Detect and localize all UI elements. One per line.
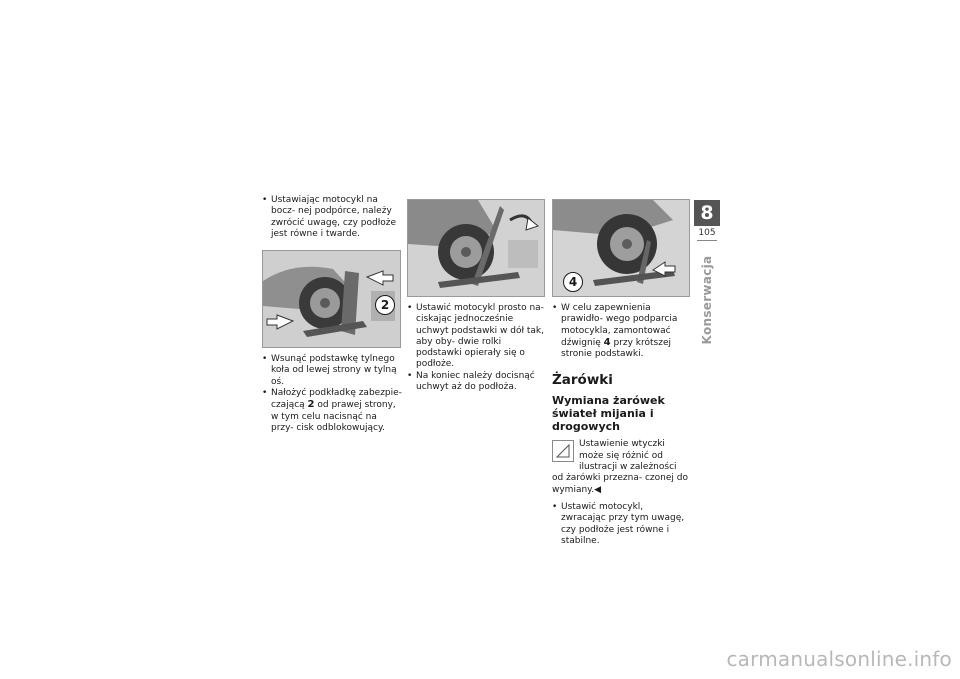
watermark: carmanualsonline.info	[726, 647, 952, 671]
intro-list	[262, 195, 402, 240]
instruction-bullet: • Wsunąć podstawkę tylnego koła od lewej strony w tylną oś.	[262, 354, 402, 388]
reference-number: 4	[603, 336, 611, 348]
chapter-number-badge: 8	[694, 200, 720, 226]
figure-callout-2: 2	[375, 295, 395, 315]
instruction-bullet: • Na koniec należy docisnąć uchwyt aż do podłoża.	[407, 371, 545, 394]
section-heading: Żarówki	[552, 372, 613, 389]
page-number: 105	[698, 228, 716, 238]
instruction-list-1	[262, 354, 402, 434]
lever-mount-figure	[552, 199, 690, 297]
figure-callout-4: 4	[563, 272, 583, 292]
motorcycle-raise-illustration	[408, 200, 544, 296]
note-text: Ustawienie wtyczki może się różnić od ilustracji w zależności od żarówki przezna- czonej do wymiany.◀	[552, 439, 688, 495]
chapter-side-title: Konserwacja	[700, 255, 714, 345]
motorcycle-raise-figure	[407, 199, 545, 297]
column-3	[552, 195, 690, 547]
reference-number: 2	[307, 399, 315, 411]
instruction-list-2	[407, 303, 545, 393]
intro-bullet: • Ustawiając motocykl na bocz- nej podpórce, należy zwrócić uwagę, czy podłoże jest równe i twarde.	[262, 195, 402, 240]
instruction-list-4	[552, 502, 690, 547]
subsection-heading: Wymiana żarówek świateł mijania i drogowych	[552, 394, 665, 434]
column-2	[407, 195, 545, 393]
rear-stand-insert-figure	[262, 250, 401, 348]
note-triangle-icon	[553, 441, 573, 461]
note-box	[552, 439, 690, 495]
instruction-bullet: • Ustawić motocykl prosto na- ciskając jednocześnie uchwyt podstawki w dół tak, aby oby- dwie rolki podstawki opierały się o podłoże.	[407, 303, 545, 371]
instruction-list-3	[552, 303, 690, 360]
instruction-bullet: • Nałożyć podkładkę zabezpie- czającą 2 od prawej strony, w tym celu nacisnąć na przy- cisk odblokowujący.	[262, 388, 402, 434]
note-icon	[552, 440, 574, 462]
instruction-bullet: • Ustawić motocykl, zwracając przy tym uwagę, czy podłoże jest równe i stabilne.	[552, 502, 690, 547]
column-1	[262, 195, 402, 434]
page-number-divider	[697, 240, 717, 241]
instruction-bullet: • W celu zapewnienia prawidło- wego podparcia motocykla, zamontować dźwignię 4 przy krótszej stronie podstawki.	[552, 303, 690, 360]
